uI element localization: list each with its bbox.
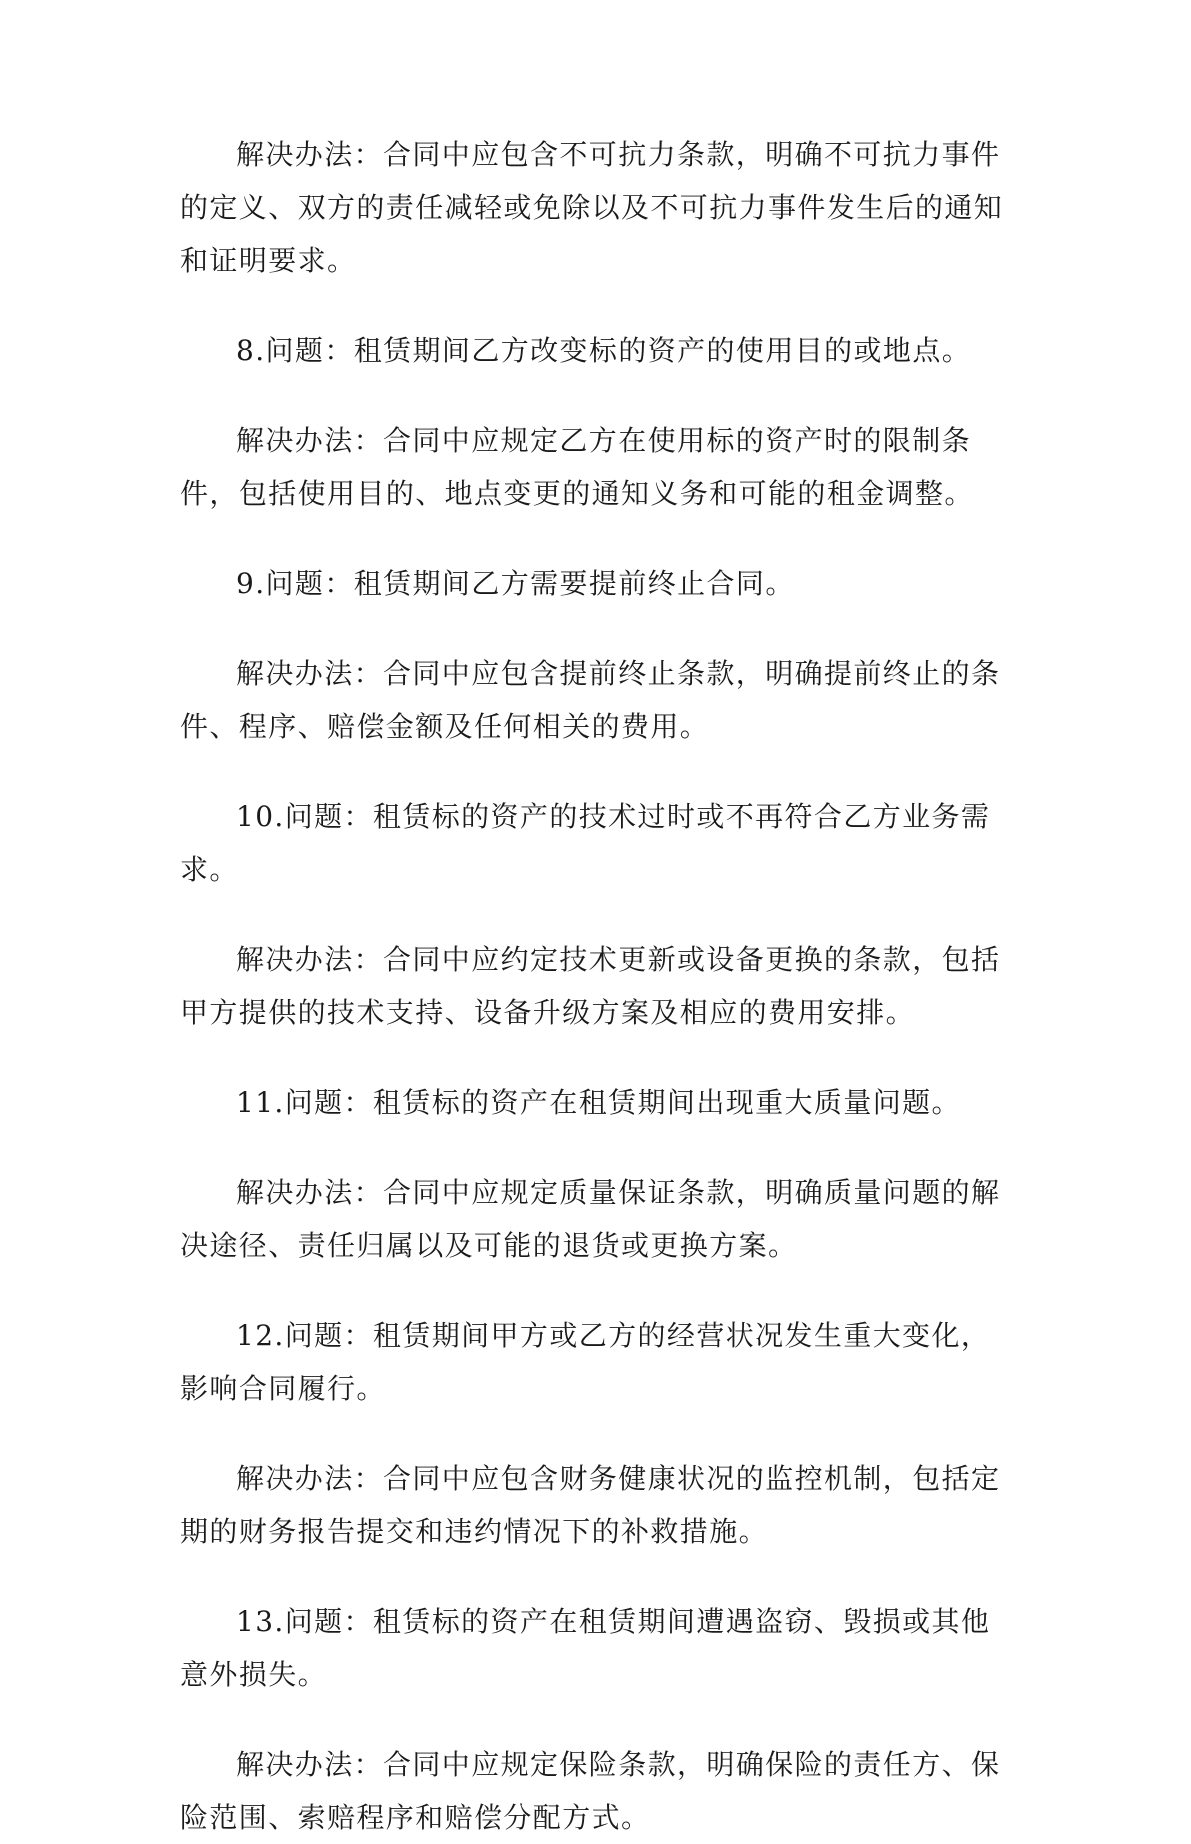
line: 解决办法：合同中应包含提前终止条款，明确提前终止的条件: [180, 657, 1001, 743]
line: 方提供的技术支持、设备升级方案及相应的费用安排。: [209, 996, 916, 1029]
line: 定义、双方的责任减轻或免除以及不可抗力事件发生后的通知和证: [180, 191, 1004, 277]
problem-paragraph: [180, 557, 1012, 610]
solution-paragraph: [180, 128, 1012, 287]
problem-paragraph: [180, 790, 1012, 896]
line: 解决办法：合同中应规定质量保证条款，明确质量问题的解决: [180, 1176, 1001, 1262]
line: 10.问题：租赁标的资产的技术过时或不再符合乙方业务需求。: [180, 800, 991, 886]
document-page: [180, 128, 1012, 1844]
line: 11.问题：租赁标的资产在租赁期间出现重大质量问题。: [236, 1086, 961, 1119]
line: 明要求。: [238, 244, 357, 277]
line: 12.问题：租赁期间甲方或乙方的经营状况发生重大变化，影响: [180, 1319, 991, 1405]
solution-paragraph: [180, 1166, 1012, 1272]
solution-paragraph: [180, 933, 1012, 1039]
line: 损失。: [238, 1658, 328, 1691]
line: 解决办法：合同中应包含不可抗力条款，明确不可抗力事件的: [180, 138, 1001, 224]
line: 、程序、赔偿金额及任何相关的费用。: [209, 710, 710, 743]
solution-paragraph: [180, 1452, 1012, 1558]
solution-paragraph: [180, 647, 1012, 753]
line: 途径、责任归属以及可能的退货或更换方案。: [209, 1229, 798, 1262]
problem-paragraph: [180, 1309, 1012, 1415]
problem-paragraph: [180, 1076, 1012, 1129]
line: 解决办法：合同中应规定乙方在使用标的资产时的限制条件，: [180, 424, 972, 510]
solution-paragraph: [180, 414, 1012, 520]
line: 解决办法：合同中应规定保险条款，明确保险的责任方、保险: [180, 1748, 1001, 1834]
line: 解决办法：合同中应约定技术更新或设备更换的条款，包括甲: [180, 943, 1001, 1029]
solution-paragraph: [180, 1738, 1012, 1844]
line: 解决办法：合同中应包含财务健康状况的监控机制，包括定期: [180, 1462, 1001, 1548]
line: 范围、索赔程序和赔偿分配方式。: [209, 1801, 651, 1834]
problem-paragraph: [180, 1595, 1012, 1701]
line: 8.问题：租赁期间乙方改变标的资产的使用目的或地点。: [236, 334, 972, 367]
line: 9.问题：租赁期间乙方需要提前终止合同。: [236, 567, 795, 600]
line: 合同履行。: [238, 1372, 386, 1405]
line: 13.问题：租赁标的资产在租赁期间遭遇盗窃、毁损或其他意外: [180, 1605, 991, 1691]
line: 的财务报告提交和违约情况下的补救措施。: [209, 1515, 769, 1548]
problem-paragraph: [180, 324, 1012, 377]
line: 包括使用目的、地点变更的通知义务和可能的租金调整。: [238, 477, 974, 510]
